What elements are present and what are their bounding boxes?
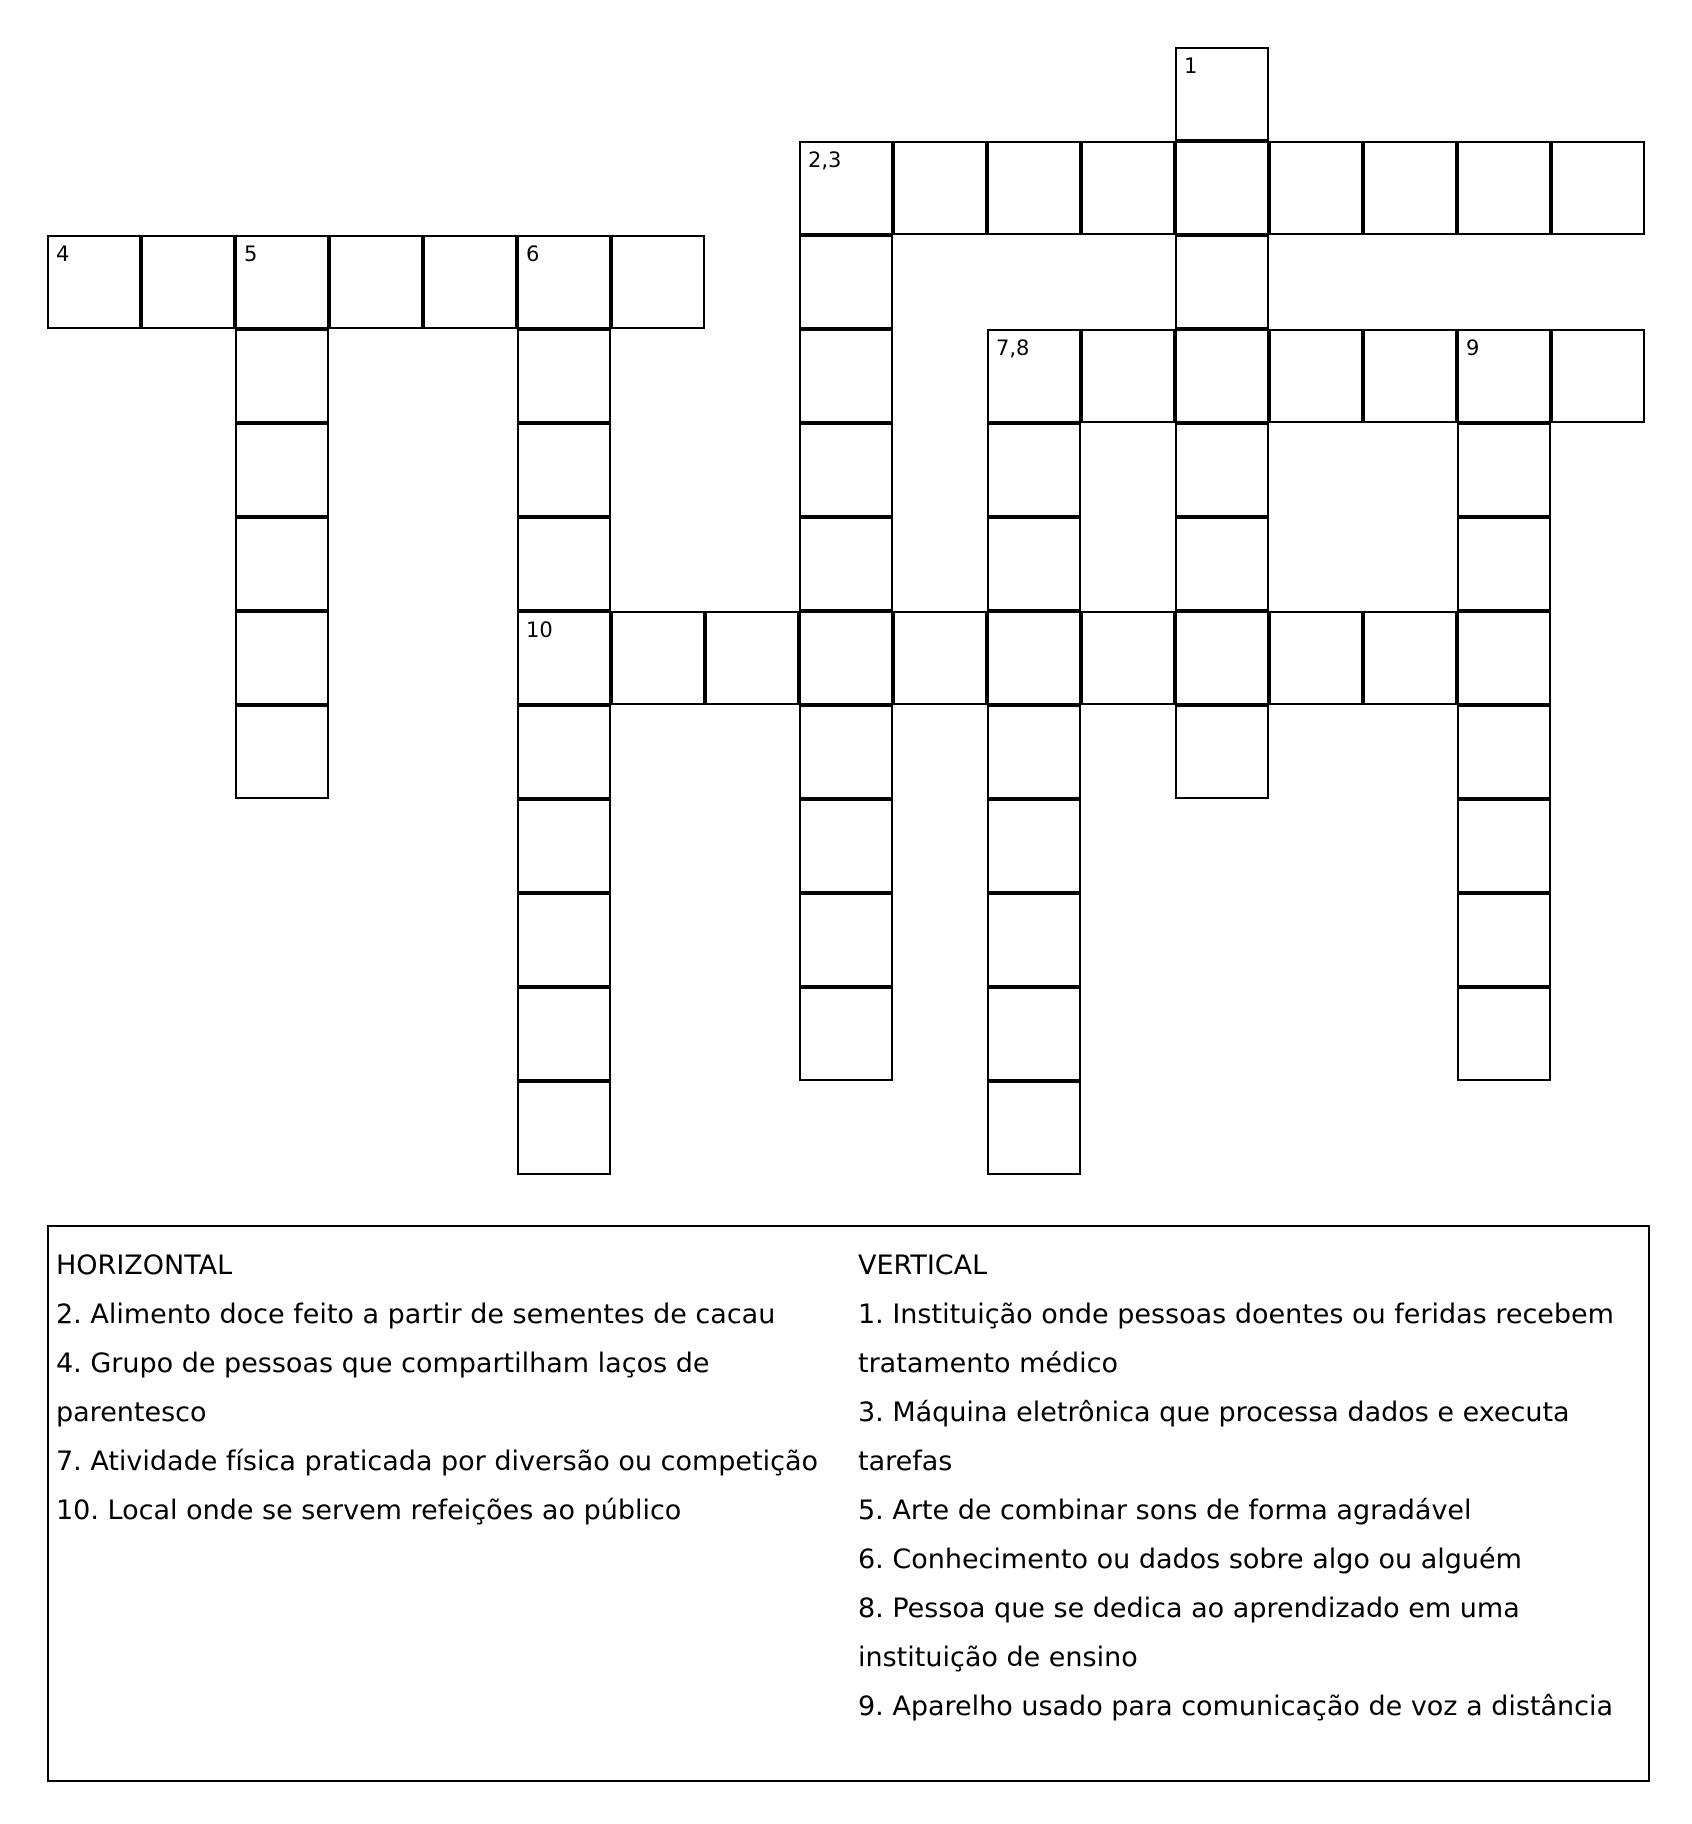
crossword-cell[interactable]: [987, 611, 1081, 705]
clue-number: 2,3: [808, 148, 842, 172]
crossword-cell[interactable]: [987, 329, 1081, 423]
crossword-cell[interactable]: [1269, 611, 1363, 705]
crossword-cell[interactable]: [1363, 611, 1457, 705]
clue-number: 10: [526, 618, 553, 642]
crossword-cell[interactable]: [799, 611, 893, 705]
clue-number: 5: [244, 242, 258, 266]
crossword-cell[interactable]: [235, 517, 329, 611]
vertical-clues: [858, 1241, 1638, 1731]
crossword-cell[interactable]: [1551, 141, 1645, 235]
crossword-cell[interactable]: [987, 705, 1081, 799]
clues-box: [47, 1225, 1650, 1782]
crossword-cell[interactable]: [1363, 329, 1457, 423]
crossword-cell[interactable]: [517, 1081, 611, 1175]
crossword-cell[interactable]: [517, 235, 611, 329]
crossword-cell[interactable]: [1081, 141, 1175, 235]
horizontal-clues: [56, 1241, 846, 1535]
clue-horizontal-7: 7. Atividade física praticada por diversão ou competição: [56, 1446, 819, 1477]
crossword-cell[interactable]: [705, 611, 799, 705]
crossword-cell[interactable]: [1175, 47, 1269, 141]
clue-vertical-6: 6. Conhecimento ou dados sobre algo ou alguém: [858, 1544, 1522, 1575]
clue-number: 6: [526, 242, 540, 266]
crossword-cell[interactable]: [893, 611, 987, 705]
crossword-cell[interactable]: [517, 893, 611, 987]
crossword-cell[interactable]: [423, 235, 517, 329]
crossword-cell[interactable]: [1551, 329, 1645, 423]
crossword-cell[interactable]: [799, 987, 893, 1081]
clue-horizontal-2: 2. Alimento doce feito a partir de sementes de cacau: [56, 1299, 776, 1330]
crossword-cell[interactable]: [611, 611, 705, 705]
clue-number: 7,8: [996, 336, 1030, 360]
crossword-cell[interactable]: [235, 423, 329, 517]
crossword-cell[interactable]: [799, 141, 893, 235]
clue-vertical-8: 8. Pessoa que se dedica ao aprendizado em uma instituição de ensino: [858, 1593, 1520, 1673]
crossword-cell[interactable]: [799, 799, 893, 893]
crossword-cell[interactable]: [987, 987, 1081, 1081]
clue-horizontal-4: 4. Grupo de pessoas que compartilham laços de parentesco: [56, 1348, 710, 1428]
crossword-cell[interactable]: [1175, 517, 1269, 611]
crossword-cell[interactable]: [517, 423, 611, 517]
crossword-cell[interactable]: [1457, 705, 1551, 799]
clue-vertical-1: 1. Instituição onde pessoas doentes ou feridas recebem tratamento médico: [858, 1299, 1614, 1379]
crossword-cell[interactable]: [987, 1081, 1081, 1175]
crossword-cell[interactable]: [987, 423, 1081, 517]
clue-vertical-5: 5. Arte de combinar sons de forma agradável: [858, 1495, 1472, 1526]
crossword-cell[interactable]: [329, 235, 423, 329]
crossword-cell[interactable]: [1175, 611, 1269, 705]
crossword-cell[interactable]: [1081, 611, 1175, 705]
crossword-cell[interactable]: [1457, 423, 1551, 517]
crossword-cell[interactable]: [799, 235, 893, 329]
clue-number: 4: [56, 242, 70, 266]
crossword-cell[interactable]: [517, 329, 611, 423]
crossword-cell[interactable]: [1457, 517, 1551, 611]
crossword-cell[interactable]: [1457, 141, 1551, 235]
crossword-cell[interactable]: [987, 799, 1081, 893]
crossword-cell[interactable]: [1175, 705, 1269, 799]
crossword-cell[interactable]: [1457, 893, 1551, 987]
crossword-cell[interactable]: [1269, 141, 1363, 235]
crossword-cell[interactable]: [235, 611, 329, 705]
crossword-cell[interactable]: [235, 705, 329, 799]
clue-vertical-9: 9. Aparelho usado para comunicação de voz a distância: [858, 1691, 1614, 1722]
clue-vertical-3: 3. Máquina eletrônica que processa dados e executa tarefas: [858, 1397, 1570, 1477]
crossword-cell[interactable]: [799, 893, 893, 987]
crossword-cell[interactable]: [1457, 987, 1551, 1081]
crossword-cell[interactable]: [1175, 141, 1269, 235]
crossword-cell[interactable]: [799, 423, 893, 517]
crossword-cell[interactable]: [799, 329, 893, 423]
crossword-cell[interactable]: [893, 141, 987, 235]
crossword-cell[interactable]: [799, 517, 893, 611]
crossword-cell[interactable]: [1457, 799, 1551, 893]
crossword-cell[interactable]: [1363, 141, 1457, 235]
crossword-cell[interactable]: [1175, 235, 1269, 329]
crossword-cell[interactable]: [987, 141, 1081, 235]
crossword-cell[interactable]: [1175, 423, 1269, 517]
horizontal-clues-title: HORIZONTAL: [56, 1250, 233, 1281]
crossword-cell[interactable]: [517, 799, 611, 893]
crossword-cell[interactable]: [1457, 611, 1551, 705]
crossword-cell[interactable]: [611, 235, 705, 329]
clue-horizontal-10: 10. Local onde se servem refeições ao público: [56, 1495, 682, 1526]
crossword-cell[interactable]: [1081, 329, 1175, 423]
crossword-cell[interactable]: [141, 235, 235, 329]
crossword-cell[interactable]: [517, 705, 611, 799]
crossword-cell[interactable]: [235, 329, 329, 423]
crossword-cell[interactable]: [987, 517, 1081, 611]
crossword-cell[interactable]: [517, 611, 611, 705]
crossword-cell[interactable]: [1457, 329, 1551, 423]
crossword-cell[interactable]: [1175, 329, 1269, 423]
crossword-cell[interactable]: [1269, 329, 1363, 423]
crossword-cell[interactable]: [799, 705, 893, 799]
crossword-cell[interactable]: [517, 517, 611, 611]
vertical-clues-title: VERTICAL: [858, 1250, 988, 1281]
crossword-cell[interactable]: [47, 235, 141, 329]
crossword-cell[interactable]: [235, 235, 329, 329]
clue-number: 9: [1466, 336, 1480, 360]
crossword-cell[interactable]: [517, 987, 611, 1081]
clue-number: 1: [1184, 54, 1198, 78]
crossword-cell[interactable]: [987, 893, 1081, 987]
